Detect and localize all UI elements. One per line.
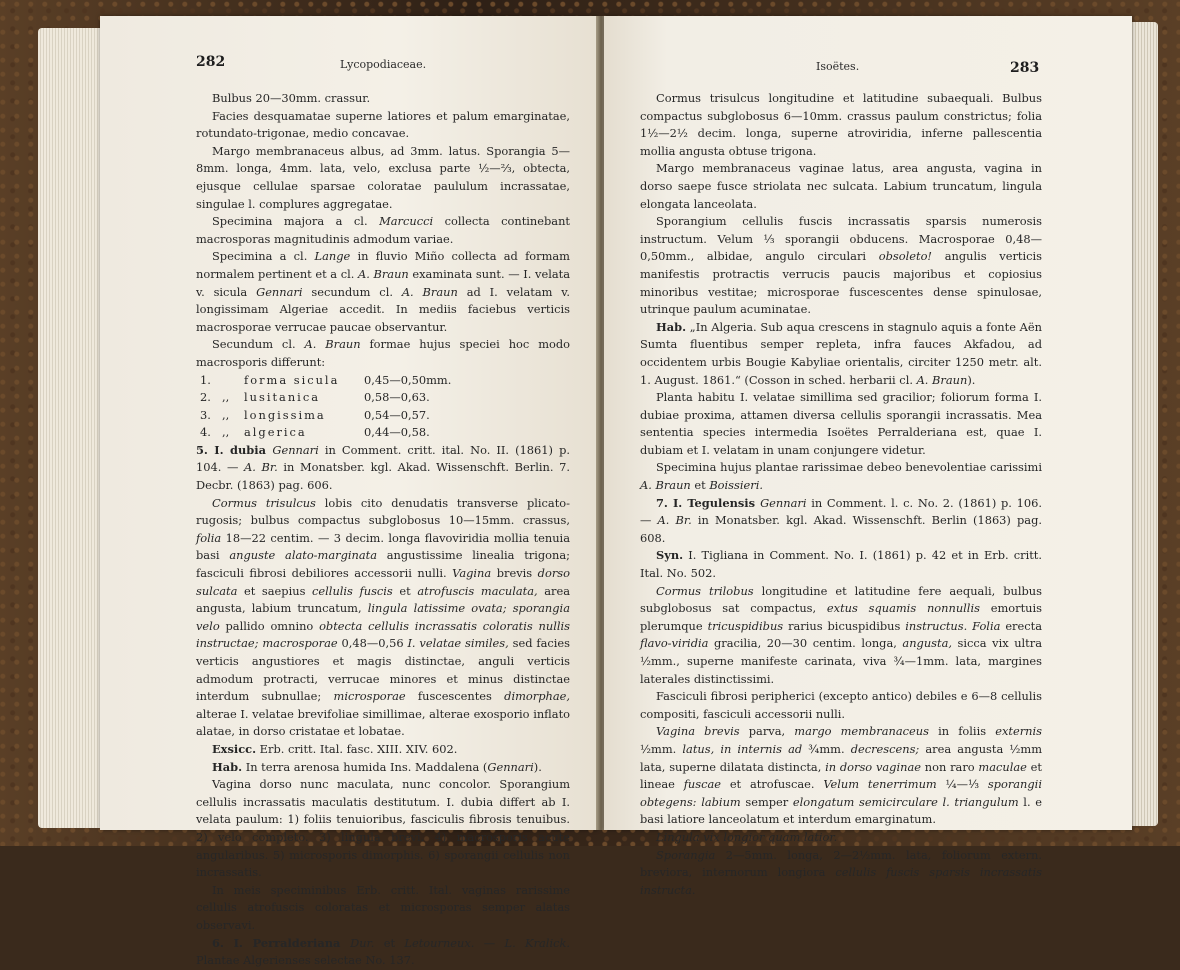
species-heading: 7. I. Tegulensis Gennari in Comment. l. c. No. 2. (1861) p. 106. — A. Br. in Monatsber. kgl. Akad. Wissenschft. Berlin (1863) pag. 608.: [640, 495, 1043, 545]
paragraph: Secundum cl. A. Braun formae hujus speciei hoc modo macrosporis differunt:: [196, 337, 570, 369]
paragraph: Lingula vix longior quam latior.: [656, 829, 838, 844]
paragraph: Margo membranaceus albus, ad 3mm. latus. Sporangia 5—8mm. longa, 4mm. lata, velo, exclusa parte ½—⅔, obtecta, ejusque cellulae sparsae coloratae paululum incrassatae, singulae l. complures aggregatae.: [196, 143, 570, 211]
paragraph: In meis speciminibus Erb. critt. Ital. vaginas rarissime cellulis atrofuscis coloratas et microsporas semper alatas observavi.: [196, 882, 570, 932]
right-page: [604, 16, 1132, 897]
list-item: 1. forma sicula 0,45—0,50mm.: [200, 372, 452, 387]
paragraph: Planta habitu I. velatae simillima sed gracilior; foliorum forma I. dubiae proxima, attamen diversa cellulis sporangii incrassatis. Mea sententia species intermedia Isoëtes Perralderiana est, quae I. dubiam et I. velatam in unam conjungere videtur.: [640, 390, 1042, 457]
paragraph: Vagina dorso nunc maculata, nunc concolor. Sporangium cellulis incrassatis maculatis destitutum. I. dubia differt ab I. velata paulum: 1) foliis tenuioribus, fasciculis fibrosis tenuibus. 2) velo completo. 3) lingula brevi. 4) macrosporis acute angularibus. 5) microsporis dimorphis. 6) sporangii cellulis non incrassatis.: [196, 777, 570, 880]
page-number: 283: [1010, 60, 1040, 76]
paragraph: Specimina hujus plantae rarissimae debeo benevolentiae carissimi A. Braun et Boissieri.: [640, 460, 1042, 493]
list-item: 2. ,, lusitanica 0,58—0,63.: [200, 390, 430, 405]
page-number: 282: [196, 54, 226, 70]
paragraph: Facies desquamatae superne latiores et palum emarginatae, rotundato-trigonae, medio concavae.: [196, 108, 570, 141]
paragraph: Margo membranaceus vaginae latus, area angusta, vagina in dorso saepe fusce striolata nec sulcata. Labium truncatum, lingula elongata lanceolata.: [640, 161, 1042, 211]
page-edges-left: [38, 28, 108, 828]
paragraph: Cormus trisulcus lobis cito denudatis transverse plicato-rugosis; bulbus compactus subglobosus 10—15mm. crassus, folia 18—22 centim. — 3 decim. longa flavoviridia mollia tenuia basi anguste alato-marginata angustissime linealia trigona; fasciculi fibrosi debiliores accessorii nulli. Vagina brevis dorso sulcata et saepius cellulis fuscis et atrofuscis maculata, area angusta, labium truncatum, lingula latissime ovata; sporangia velo pallido omnino obtecta cellulis incrassatis coloratis nullis instructae; macrosporae 0,48—0,56 I. velatae similes, sed facies verticis angustiores et magis distinctae, anguli verticis admodum protracti, verrucae minores et minus distinctae interdum subnullae; microsporae fuscescentes dimorphae, alterae I. velatae brevifoliae simillimae, alterae exosporio inflato alatae, in dorso cristatae et lobatae.: [196, 495, 571, 739]
paragraph: Sporangia 2—5mm. longa, 2—2½mm. lata, foliorum extern. breviora, internorum longiora cellulis fuscis sparsis incrassatis instructa.: [640, 847, 1042, 897]
paragraph: Bulbus 20—30mm. crassur.: [212, 91, 371, 105]
paragraph: Hab. „In Algeria. Sub aqua crescens in stagnulo aquis a fonte Aën Sumta fluentibus semper repleta, infra fauces Akfadou, ad occidentem urbis Bougie Kabyliae orientalis, circiter 1250 metr. alt. 1. August. 1861.“ (Cosson in sched. herbarii cl. A. Braun).: [640, 319, 1042, 387]
paragraph: Specimina a cl. Lange in fluvio Miño collecta ad formam normalem pertinent et a cl. A. Braun examinata sunt. — I. velata v. sicula Gennari secundum cl. A. Braun ad I. velatam v. longissimam Algeriae accedit. In mediis faciebus verticis macrosporae verrucae paucae observantur.: [196, 249, 570, 334]
variety-list: [200, 372, 570, 442]
species-heading: 5. I. dubia Gennari in Comment. critt. ital. No. II. (1861) p. 104. — A. Br. in Monatsber. kgl. Akad. Wissenschft. Berlin. 7. Decbr. (1863) pag. 606.: [196, 442, 570, 493]
species-heading: 6. I. Perralderiana Dur. et Letourneux. — L. Kralick. Plantae Algerienses selectae No. 137.: [196, 935, 570, 968]
paragraph: Cormus trilobus longitudine et latitudine fere aequali, bulbus subglobosus sat compactus, extus squamis nonnullis emortuis plerumque tricuspidibus rarius bicuspidibus instructus. Folia erecta flavo-viridia gracilia, 20—30 centim. longa, angusta, sicca vix ultra ½mm., superne manifeste carinata, viva ¾—1mm. lata, margines laterales distinctissimi.: [640, 583, 1042, 686]
paragraph: Sporangium cellulis fuscis incrassatis sparsis numerosis instructum. Velum ⅓ sporangii obducens. Macrosporae 0,48—0,50mm., albidae, angulo circulari obsoleto! angulis verticis manifestis protractis verrucis paucis majoribus et copiosius minoribus vestitae; microsporae fuscescentes dense spinulosae, utrinque paulum acuminatae.: [640, 214, 1042, 317]
paragraph: Hab. In terra arenosa humida Ins. Maddalena (Gennari).: [212, 759, 542, 774]
paragraph: Cormus trisulcus longitudine et latitudine subaequali. Bulbus compactus subglobosus 6—10mm. crassus paulum constrictus; folia 1½—2½ decim. longa, superne atroviridia, inferne pallescentia mollia angusta obtuse trigona.: [640, 91, 1042, 158]
list-item: 3. ,, longissima 0,54—0,57.: [200, 407, 430, 422]
page-edges-right: [1130, 22, 1158, 826]
paragraph: Exsicc. Erb. critt. Ital. fasc. XIII. XIV. 602.: [212, 741, 458, 756]
list-item: 4. ,, algerica 0,44—0,58.: [200, 425, 430, 440]
paragraph: Vagina brevis parva, margo membranaceus in foliis externis ½mm. latus, in internis ad ¾mm. decrescens; area angusta ½mm lata, superne dilatata distincta, in dorso vaginae non raro maculae et lineae fuscae et atrofuscae. Velum tenerrimum ¼—⅓ sporangii obtegens: labium semper elongatum semicirculare l. triangulum l. e basi latiore lanceolatum et interdum emarginatum.: [640, 724, 1043, 827]
paragraph: Specimina majora a cl. Marcucci collecta continebant macrosporas magnitudinis admodum variae.: [196, 214, 570, 246]
left-page-text: [196, 90, 570, 970]
left-page: [100, 16, 598, 968]
paragraph: Syn. I. Tigliana in Comment. No. I. (1861) p. 42 et in Erb. critt. Ital. No. 502.: [640, 548, 1042, 581]
paragraph: Fasciculi fibrosi peripherici (excepto antico) debiles e 6—8 cellulis compositi, fasciculi accessorii nulli.: [640, 689, 1042, 721]
right-page-text: [640, 90, 1042, 899]
running-head: Lycopodiaceae.: [340, 58, 427, 71]
running-head: Isoëtes.: [816, 60, 860, 73]
